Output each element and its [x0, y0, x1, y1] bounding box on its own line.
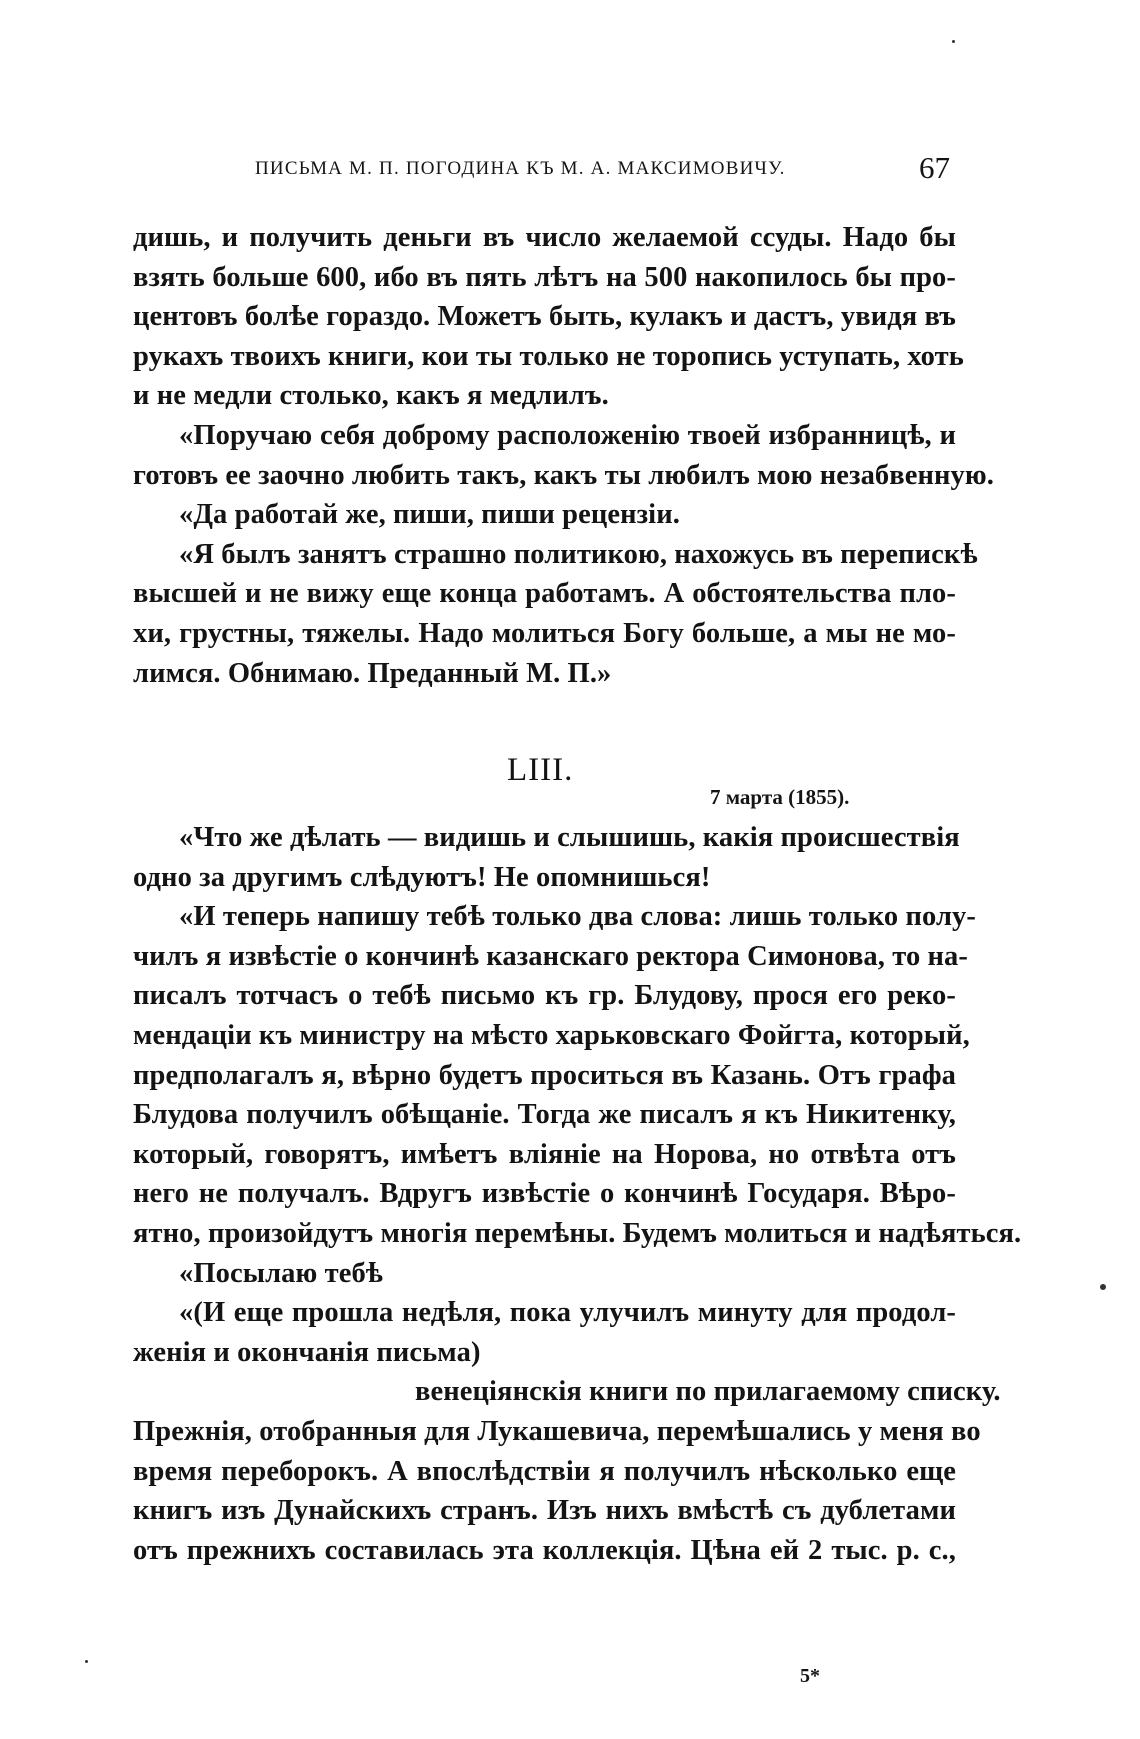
text-line: центовъ болѣе гораздо. Можетъ быть, кулакъ и дастъ, увидя въ [133, 301, 956, 333]
page-number: 67 [919, 150, 950, 185]
text-line: взять больше 600, ибо въ пять лѣтъ на 500 накопилось бы про- [133, 261, 956, 293]
running-header [255, 150, 950, 190]
letter-text-liii [133, 818, 1022, 1570]
text-line: женія и окончанія письма) [133, 1336, 481, 1368]
signature-mark: 5* [800, 1665, 820, 1687]
text-line: готовъ ее заочно любить такъ, какъ ты любилъ мою незабвенную. [133, 459, 995, 491]
paper-speck [952, 40, 955, 43]
text-line: «Что же дѣлать — видишь и слышишь, какія происшествія [179, 822, 960, 853]
text-line: чилъ я извѣстіе о кончинѣ казанскаго ректора Симонова, то на- [133, 940, 968, 972]
paper-speck [85, 1660, 88, 1663]
text-line: «Поручаю себя доброму расположенію твоей избранницѣ, и [179, 419, 956, 451]
text-line: «Я былъ занятъ страшно политикою, нахожусь въ перепискѣ [179, 538, 978, 570]
letter-date: 7 марта (1855). [710, 785, 850, 809]
text-line: ятно, произойдутъ многія перемѣны. Будемъ молиться и надѣяться. [133, 1217, 1022, 1249]
text-line: высшей и не вижу еще конца работамъ. А обстоятельства пло- [133, 578, 956, 610]
text-line: время переборокъ. А впослѣдствіи я получилъ нѣсколько еще [133, 1455, 956, 1487]
running-title: ПИСЬМА М. П. ПОГОДИНА КЪ М. А. МАКСИМОВИЧУ. [255, 158, 786, 179]
text-line: и не медли столько, какъ я медлилъ. [133, 380, 609, 412]
text-line: Прежнія, отобранныя для Лукашевича, перемѣшались у меня во [133, 1415, 981, 1447]
text-line: него не получалъ. Вдругъ извѣстіе о кончинѣ Государя. Вѣро- [133, 1178, 956, 1210]
letter-number-heading: LIII. [507, 752, 574, 788]
text-line: одно за другимъ слѣдуютъ! Не опомнишься! [133, 861, 711, 893]
text-line: рукахъ твоихъ книги, кои ты только не торопись уступать, хоть [133, 340, 964, 372]
text-line: дишь, и получить деньги въ число желаемой ссуды. Надо бы [133, 222, 956, 253]
letter-text-continued [133, 218, 995, 693]
text-line: который, говорятъ, имѣетъ вліяніе на Норова, но отвѣта отъ [133, 1138, 956, 1170]
text-line: «И теперь напишу тебѣ только два слова: лишь только полу- [179, 901, 976, 933]
text-line: писалъ тотчасъ о тебѣ письмо къ гр. Блудову, прося его реко- [133, 980, 956, 1012]
paper-speck [1100, 1284, 1106, 1290]
text-line: книгъ изъ Дунайскихъ странъ. Изъ нихъ вмѣстѣ съ дублетами [133, 1495, 956, 1527]
text-line: хи, грустны, тяжелы. Надо молиться Богу больше, а мы не мо- [133, 617, 956, 649]
text-line: мендаціи къ министру на мѣсто харьковскаго Фойгта, который, [133, 1019, 970, 1051]
text-line: «Да работай же, пиши, пиши рецензіи. [179, 499, 680, 531]
text-line: отъ прежнихъ составилась эта коллекція. Цѣна ей 2 тыс. р. с., [133, 1534, 956, 1566]
text-line: предполагалъ я, вѣрно будетъ проситься въ Казань. Отъ графа [133, 1059, 956, 1091]
text-line: «Посылаю тебѣ [179, 1257, 384, 1289]
text-line: Блудова получилъ обѣщаніе. Тогда же писалъ я къ Никитенку, [133, 1099, 956, 1131]
text-line: лимся. Обнимаю. Преданный М. П.» [133, 657, 612, 689]
text-line: венеціянскія книги по прилагаемому списку. [415, 1376, 1001, 1408]
text-line: «(И еще прошла недѣля, пока улучилъ минуту для продол- [179, 1297, 956, 1329]
